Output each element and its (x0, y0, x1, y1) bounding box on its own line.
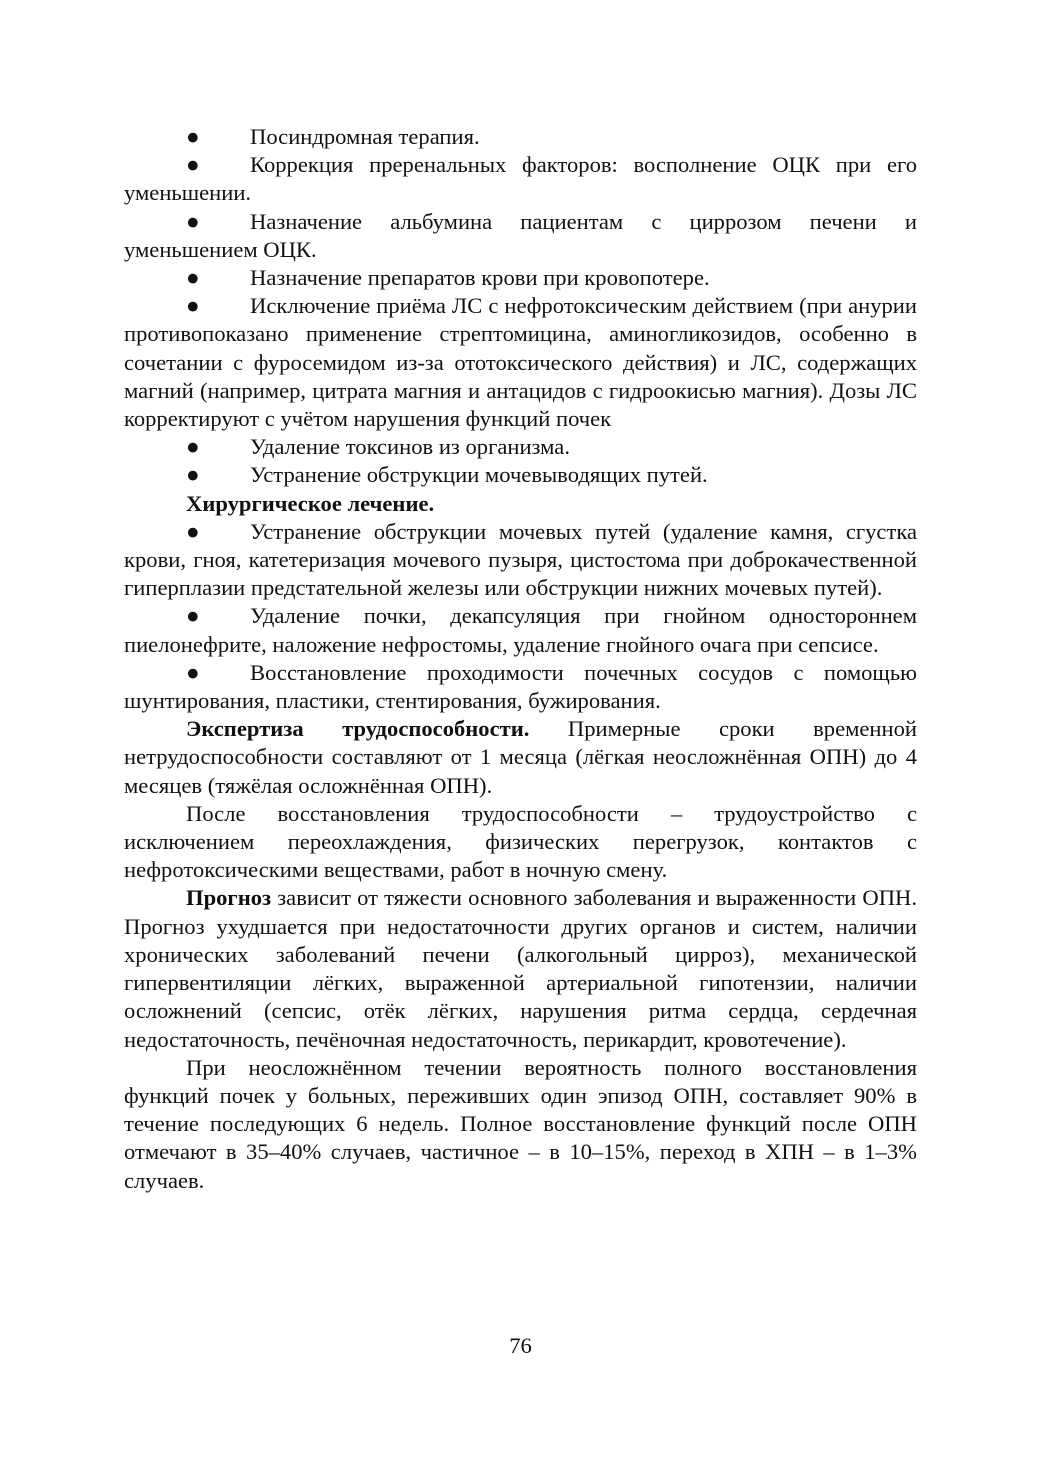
bullet-item (124, 123, 917, 151)
bullet-item (124, 292, 917, 433)
bullet-icon: ● (186, 152, 200, 178)
bullet-text: Назначение альбумина пациентам с циррозом печени и уменьшением ОЦК. (124, 208, 917, 262)
prognosis-text: зависит от тяжести основного заболевания и выраженности ОПН. Прогноз ухудшается при недостаточности других органов и систем, наличии хронических заболеваний печени (алкогольный цирроз), механической гипервентиляции лёгких, выраженной артериальной гипотензии, наличии осложнений (сепсис, отёк лёгких, нарушения ритма сердца, сердечная недостаточность, печёночная недостаточность, перикардит, кровотечение). (124, 885, 917, 1052)
bullet-item (124, 602, 917, 658)
bullet-text: Удаление почки, декапсуляция при гнойном одностороннем пиелонефрите, наложение нефростомы, удаление гнойного очага при сепсисе. (124, 603, 917, 657)
bullet-item (124, 151, 917, 207)
bullet-icon: ● (186, 124, 200, 149)
page-number: 76 (509, 1333, 532, 1358)
bullet-icon: ● (186, 603, 200, 629)
bullet-text: Исключение приёма ЛС с нефротоксическим действием (при анурии противопоказано применение стрептомицина, аминогликозидов, особенно в сочетании с фуросемидом из-за ототоксического действия) и ЛС, содержащих магний (например, цитрата магния и антацидов с гидроокисью магния). Дозы ЛС корректируют с учётом нарушения функций почек (124, 293, 917, 432)
bullet-icon: ● (186, 518, 200, 544)
bullet-text: Назначение препаратов крови при кровопотере. (250, 265, 710, 291)
bullet-icon: ● (186, 434, 200, 460)
bullet-item (124, 659, 917, 715)
surgical-treatment-heading: Хирургическое лечение. (186, 490, 435, 516)
bullet-icon: ● (186, 462, 200, 488)
bullet-icon: ● (186, 265, 200, 291)
bullet-text: Устранение обструкции мочевыводящих путей. (250, 462, 708, 488)
work-capacity-heading: Экспертиза трудоспособности. (186, 716, 530, 742)
bullet-item (124, 264, 917, 292)
bullet-text: Удаление токсинов из организма. (250, 434, 570, 460)
bullet-item (124, 208, 917, 264)
bullet-icon: ● (186, 293, 200, 319)
bullet-text: Восстановление проходимости почечных сосудов с помощью шунтирования, пластики, стентирования, бужирования. (124, 659, 917, 714)
bullet-item (124, 433, 917, 461)
bullet-text: Посиндромная терапия. (250, 124, 480, 149)
prognosis-paragraph (124, 884, 917, 1053)
work-capacity-text: Примерные сроки временной нетрудоспособности составляют от 1 месяца (лёгкая неосложнённая ОПН) до 4 месяцев (тяжёлая осложнённая ОПН). (124, 716, 918, 798)
bullet-item (124, 461, 917, 489)
prognosis-heading: Прогноз (186, 885, 272, 911)
outcome-paragraph: При неосложнённом течении вероятность полного восстановления функций почек у больных, переживших один эпизод ОПН, составляет 90% в течение последующих 6 недель. Полное восстановление функций после ОПН отмечают в 35–40% случаев, частичное – в 10–15%, переход в ХПН – в 1–3% случаев. (124, 1054, 917, 1193)
bullet-icon: ● (186, 208, 200, 234)
page-content (124, 123, 917, 1195)
work-capacity-paragraph (124, 715, 917, 800)
bullet-item (124, 518, 917, 603)
bullet-icon: ● (186, 659, 200, 685)
after-recovery-paragraph: После восстановления трудоспособности – трудоустройство с исключением переохлаждения, физических перегрузок, контактов с нефротоксическими веществами, работ в ночную смену. (124, 800, 917, 883)
bullet-text: Устранение обструкции мочевых путей (удаление камня, сгустка крови, гноя, катетеризация мочевого пузыря, цистостома при доброкачественной гиперплазии предстательной железы или обструкции нижних мочевых путей). (124, 518, 917, 601)
bullet-text: Коррекция преренальных факторов: восполнение ОЦК при его уменьшении. (124, 152, 917, 206)
